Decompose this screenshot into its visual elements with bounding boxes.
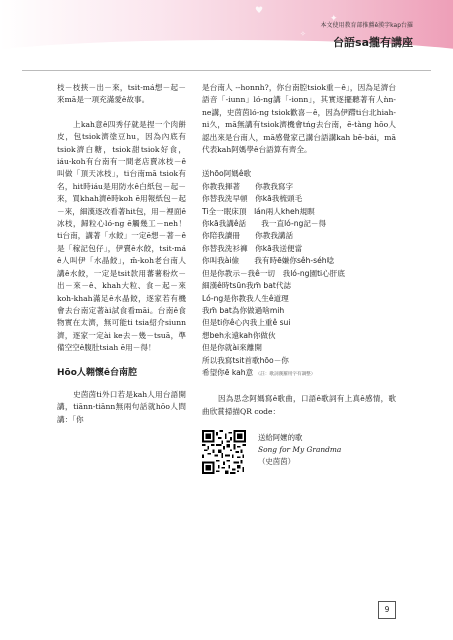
lyric-line: 但是你就ài來離開 [202,343,262,353]
lyric-line: 細漢ê時tsūn我m̄ bat代誌 [202,281,292,291]
paragraph: 史茵茵ti外口若是kah人用台語開講，tiānn-tiānn無兩句話就hōo人問講：「你 [57,389,186,424]
header-title: 台語sa攏有講座 [333,36,413,49]
lyric-line: 我m̄ bat為你做過啥mih [202,305,285,315]
lyric-line: 你替我洗衫褲 你kā我送便當 [202,243,303,253]
page-header [0,0,453,72]
song-lyrics [202,168,396,381]
lyric-text: 希望你ē kah意 [202,367,254,377]
lyric-line: 但是ti你ê心內我上重ê sui [202,318,291,328]
paragraph: 是台南人 --honnh?，你台南腔tsiok重－ê」，因為足濟台語音「-iunn」ló-ng講「-ionn」，其實逐擺聽著有人ǹn-ne講，史茵茵ló-ng tsiok歡喜－ê，因為伊蹛ti台北hiah-ni久，mā無講有tsiok濟機會tńg去台南，ē-tàng hōo人認出來是台南人，mā感覺家己講台語講kah bē-bái，mā代表kah阿媽學ê台語算有齊全。 [202,83,396,155]
lyric-line: Ló-ng是你教我人生ê道理 [202,293,289,303]
lyrics-note: （註：歌詞漢羅用字有調整） [255,371,316,377]
page-number: 9 [378,601,396,619]
lyric-line: 你叫我ài儉 我有時ē嫌你sêh-séh唸 [202,256,335,266]
qr-code[interactable] [202,430,246,474]
header-subtitle: 本文使用教育部推薦ê漢字kap台羅 [320,22,413,29]
star-icon: ✦ [330,14,338,24]
header-divider [22,70,431,71]
lyric-line: 你kā我講ê話 我一直ló-ng記－得 [202,219,327,229]
song-qr-section [202,430,396,482]
heart-icon: ♥ [255,6,264,16]
paragraph: 上kah意ê四秀仔就是捏一个肉餅皮，包tsiok濟塗豆hu，因為內底有tsiok濟白糖，tsiok甜tsiok好食，iáu-koh有台南有一間老店賣冰枝－ê叫做「頂天冰枝」，ti台南mā tsiok有名，hit時iáu是用防水ê白紙包－起－來，買khah濟ê時koh ē用報紙包－起－來，細漢逐改看著hit包，用－裡面ê冰枝，歸粒心ló-ng ē觸幾工－neh！ti台南，講著「水餃」一定ē想－著－ê是「稼記包仔」，伊賣ê水餃，tsit-má ê人叫伊「水晶餃」，m̄-koh老台南人講ê水餃，一定是tsit款用蕃薯粉炊－出－來－ê、khah大粒、食－起－來koh-khah滿足ê水晶餃，逐家若有機會去台南定著ài試食看māi。台南ê食物實在太濟，無可能ti tsia紹介siunn濟，逐家一定ài ke去－幾－tsuā，準備空空ê腹肚tsiah ē用－得！ [57,119,186,353]
lyric-line: 你替我洗早頓 你kā我梳頭毛 [202,194,303,204]
lyric-line: 想beh永遠kah你做伙 [202,330,276,340]
song-title-english: Song for My Grandma [258,445,342,455]
paragraph: 因為思念阿媽寫ê歌曲，口語ê歌詞有上真ê感情，歌曲欣賞掃描QR code： [202,394,396,416]
lyric-line: 送hōo阿媽ê歌 [202,169,252,179]
lyric-line: 但是你教示－我ê一切 我ló-ng園ti心肝底 [202,268,345,278]
song-title: 送給阿嬤的歌 [258,433,303,443]
sparkle-icon: ✧ [300,30,306,38]
lyric-line: 所以我寫tsit首歌hōo－你 [202,355,289,365]
paragraph: 枝－枝挾－出－來，tsit-má想－起－來mā是一項充滿愛ê故事。 [57,83,186,105]
lyric-line: 你陪我讀冊 你教我講話 [202,231,294,241]
left-column [57,82,186,438]
lyric-line [202,367,396,381]
lyric-line: Ti全一眠床頂 lán兩人kheh規瞑 [202,206,315,216]
song-info [258,432,341,468]
right-column [202,82,396,482]
lyric-line: 你教我揮著 你教我寫字 [202,181,294,191]
section-heading: Hōo人翱懷ê台南腔 [57,367,138,378]
song-artist: （史茵茵） [258,457,295,467]
